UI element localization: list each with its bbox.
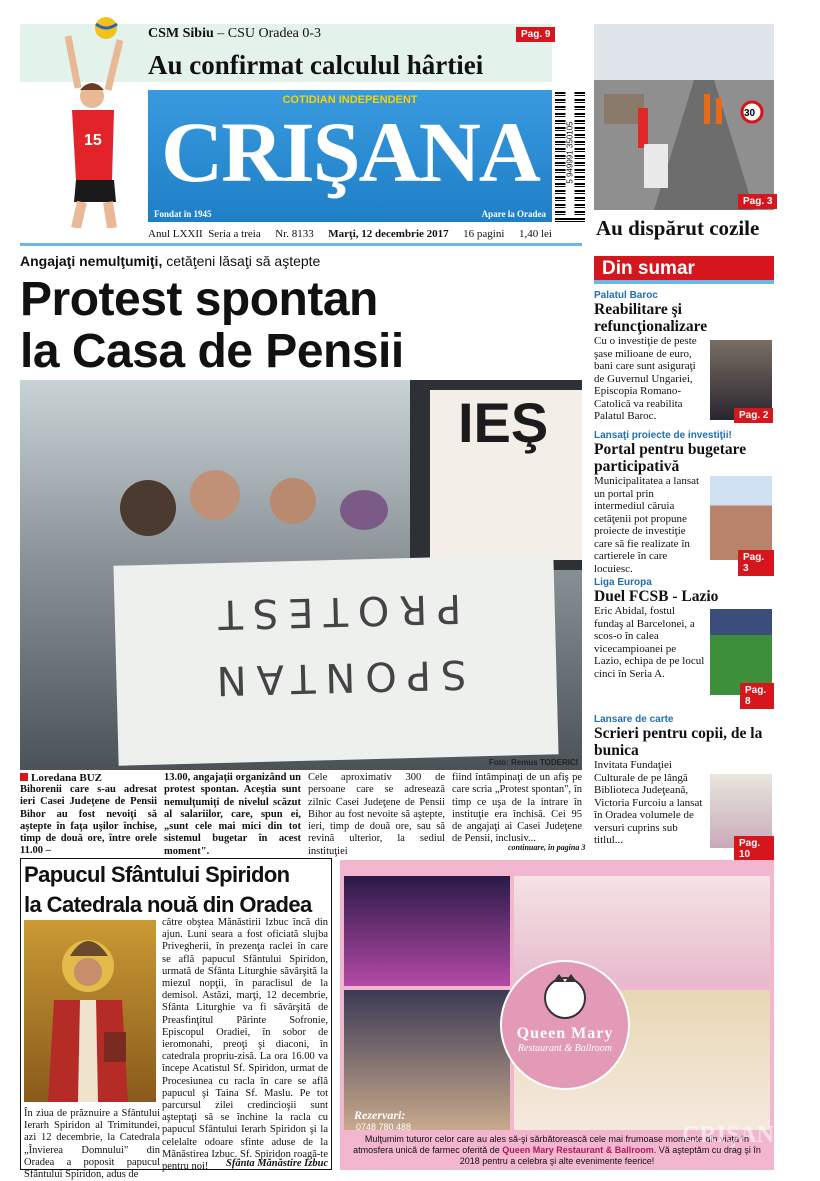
sidebar-page-tag[interactable]: Pag. 10 bbox=[734, 836, 774, 862]
ad-footer-text-2: . Vă aşteptăm cu drag şi în 2018 pentru a celebra şi alte evenimente feerice! bbox=[459, 1145, 761, 1166]
sidebar-item-text: Cu o investiţie de peste şase milioane de euro, bani care sunt asiguraţi de Guvernul Ungariei, Episcopia Romano-Catolică va reabilita Palatul Baroc. bbox=[594, 335, 697, 422]
protest-sign-line-1: PROTEST bbox=[207, 584, 462, 638]
protest-photo[interactable] bbox=[20, 380, 582, 770]
sport-match: CSM Sibiu – CSU Oradea 0-3 bbox=[148, 26, 322, 41]
lead-kicker-rest: cetăţeni lăsaţi să aştepte bbox=[162, 253, 321, 269]
lead-headline-line-1: Protest spontan bbox=[20, 273, 378, 326]
masthead-founded: Fondat în 1945 bbox=[154, 209, 212, 219]
sidebar-header bbox=[594, 256, 774, 284]
protest-sign-line-2: SPONTAN bbox=[206, 650, 467, 704]
sidebar-item[interactable] bbox=[594, 290, 774, 423]
icon-saint-spiridon bbox=[24, 920, 156, 1102]
sport-page-tag[interactable]: Pag. 9 bbox=[516, 27, 555, 42]
issue-price: 1,40 lei bbox=[518, 228, 552, 240]
masthead-name[interactable]: CRIŞANA bbox=[161, 104, 539, 200]
sidebar-category: Lansare de carte bbox=[594, 714, 674, 725]
sidebar-item[interactable] bbox=[594, 430, 774, 575]
masthead-location: Apare la Oradea bbox=[481, 209, 546, 219]
sidebar-page-tag[interactable]: Pag. 3 bbox=[738, 550, 774, 576]
masthead bbox=[148, 90, 552, 222]
author-marker bbox=[20, 773, 28, 781]
masthead-tagline: COTIDIAN INDEPENDENT bbox=[282, 94, 418, 106]
lead-headline[interactable] bbox=[20, 274, 404, 378]
speed-sign-number: 30 bbox=[744, 108, 756, 119]
lead-kicker bbox=[20, 253, 320, 269]
issue-number: Nr. 8133 bbox=[275, 228, 314, 240]
spiridon-text-right: către obştea Mănăstirii Izbuc încă din ajun. Luni seara a fost oficiată slujba Privegherii, în prezenţa raclei în care se află papucul Sfântului Spiridon, urmată de Sfânta Liturghie săvârşită la miezul nopţii, în paraclisul de la demisol. Astăzi, marţi, 12 decembrie, Sfânta Liturghie va fi săvârşită de Preasfinţitul Părinte Sofronie, Episcopul Oradiei, în sobor de ieromonahi, preoţi şi diaconi, în catedrala propriu-zisă. La ora 16.00 va începe Acatistul Sf. Spiridon, urmat de Procesiunea cu racla în care se află papucul şi Taina Sf. Maslu. Pe tot parcursul zilei credincioşii sunt aşteptaţi să se închine la racla cu papucul Sfântului Ierarh Spiridon şi la celelalte odoare sfinte aduse de la Mănăstirea Izbuc. Sf. Spiridon roagă-te pentru noi! bbox=[162, 917, 328, 1173]
lead-kicker-bold: Angajaţi nemulţumiţi, bbox=[20, 253, 163, 269]
ad-phone[interactable]: 0748 780 488 bbox=[356, 1122, 412, 1132]
svg-text:15: 15 bbox=[84, 132, 102, 149]
lead-text-col-3: Cele aproximativ 300 de persoane care se adresează zilnic Casei Judeţene de Pensii Bihor au fost nevoite să aştepte, ieri, timp de două ore, sau să revină ulterior, la sediul instituţiei bbox=[308, 772, 445, 857]
spiridon-headline-line-1: Papucul Sfântului Spiridon bbox=[24, 862, 290, 887]
lead-text-col-2: 13.00, angajaţii organizând un protest spontan. Aceştia sunt nemulţumiţi de nivelul scăzut al salariilor, care, spun ei, „sunt cele mai mici din tot sistemul bugetar în acest moment". bbox=[164, 772, 301, 857]
continue-link[interactable]: continuare, în pagina 3 bbox=[508, 843, 586, 852]
issue-series: Seria a treia bbox=[208, 228, 261, 240]
rule bbox=[20, 243, 582, 246]
queen-mary-logo bbox=[500, 960, 630, 1090]
sidebar-item[interactable] bbox=[594, 714, 774, 860]
ad-brand: Queen Mary bbox=[516, 1025, 614, 1042]
sidebar-category: Liga Europa bbox=[594, 577, 652, 588]
ballroom-photo-1 bbox=[344, 876, 510, 986]
lead-author: Loredana BUZ bbox=[20, 772, 157, 784]
spiridon-headline-line-2: la Catedrala nouă din Oradea bbox=[24, 892, 312, 917]
lead-col-1 bbox=[20, 772, 157, 858]
sidebar-page-tag[interactable]: Pag. 8 bbox=[740, 683, 774, 709]
spiridon-source: Sfânta Mănăstire Izbuc bbox=[226, 1158, 329, 1169]
city-hall-photo bbox=[710, 476, 772, 560]
spiridon-headline[interactable] bbox=[24, 860, 328, 920]
lead-text-col-4: fiind întâmpinaţi de un afiş pe care scria „Protest spontan", în timp ce uşa de la intrare în instituţie era închisă. Cei 95 de angajaţi ai Casei Judeţene de Pensii, inclusiv... bbox=[452, 772, 582, 845]
issue-date: Marţi, 12 decembrie 2017 bbox=[328, 228, 449, 240]
barcode-digits: 5 949991 350105 bbox=[566, 88, 575, 218]
sidebar-category: Lansaţi proiecte de investiţii! bbox=[594, 430, 732, 441]
protest-sign bbox=[113, 554, 558, 765]
sidebar-category: Palatul Baroc bbox=[594, 290, 658, 301]
road-works-photo[interactable] bbox=[594, 24, 774, 210]
lead-text-col-1: Bihorenii care s-au adresat ieri Casei Judeţene de Pensii Bihor au fost nevoiţi să aştepte în faţa uşilor închise, timp de două ore, între orele 11.00 – bbox=[20, 784, 157, 857]
ad-reservations-label: Rezervari: bbox=[354, 1108, 406, 1122]
ad-footer-brand: Queen Mary Restaurant & Ballroom bbox=[502, 1145, 654, 1155]
queen-crest-icon bbox=[535, 968, 595, 1020]
sidebar-item-text: Eric Abidal, fostul fundaş al Barcelonei, a scos-o în calea vicecampioanei pe Lazio, echipa de pe locul cinci în Seria A. bbox=[594, 605, 705, 680]
sidebar-page-tag[interactable]: Pag. 2 bbox=[734, 408, 773, 423]
sidebar-item-text: Municipalitatea a lansat un portal prin intermediul căruia cetăţenii pot propune proiecte de investiţie care să fie realizate în cartierele în care locuiesc. bbox=[594, 475, 700, 575]
issue-year: Anul LXXII bbox=[148, 228, 203, 240]
sidebar-item-title[interactable]: Scrieri pentru copii, de la bunica bbox=[594, 725, 763, 759]
lead-headline-line-2: la Casa de Pensii bbox=[20, 325, 404, 378]
issue-line bbox=[148, 228, 552, 240]
sidebar-item-title[interactable]: Portal pentru bugetare participativă bbox=[594, 441, 747, 475]
sport-headline[interactable]: Au confirmat calculul hârtiei bbox=[148, 50, 484, 80]
sidebar-item-title[interactable]: Duel FCSB - Lazio bbox=[594, 588, 719, 605]
sidebar-item[interactable] bbox=[594, 577, 774, 707]
road-page-tag[interactable]: Pag. 3 bbox=[738, 194, 777, 209]
barcode bbox=[555, 92, 585, 222]
volleyball-player-photo bbox=[24, 10, 146, 228]
issue-pages: 16 pagini bbox=[463, 228, 505, 240]
door-sign: IEŞ bbox=[430, 390, 582, 560]
photo-credit: Foto: Remus TODERICI bbox=[488, 758, 578, 767]
watermark: CRIŞANA bbox=[682, 1122, 792, 1148]
ad-sub: Restaurant & Ballroom bbox=[517, 1043, 613, 1054]
sidebar-item-text: Invitata Fundaţiei Culturale de pe lângă Biblioteca Judeţeană, Victoria Furcoiu a lansat în Oradea volumele de versuri cuprins sub titlul... bbox=[594, 759, 703, 846]
ad-footer-text-1: Mulţumim tuturor celor care au ales să-şi sărbătorească cele mai frumoase momente din viaţă în atmosfera unică de farmec oferită de bbox=[353, 1134, 750, 1155]
sidebar-title: Din sumar bbox=[602, 258, 695, 279]
spiridon-text-left: În ziua de prăznuire a Sfântului Ierarh Spiridon al Trimitundei, azi 12 decembrie, la Catedrala „Învierea Domnului" din Oradea a poposit papucul Sfântului Spiridon, adus de bbox=[24, 1108, 160, 1181]
road-caption[interactable]: Au dispărut cozile bbox=[596, 216, 760, 240]
sidebar-item-title[interactable]: Reabilitare şi refuncţionalizare bbox=[594, 301, 708, 335]
